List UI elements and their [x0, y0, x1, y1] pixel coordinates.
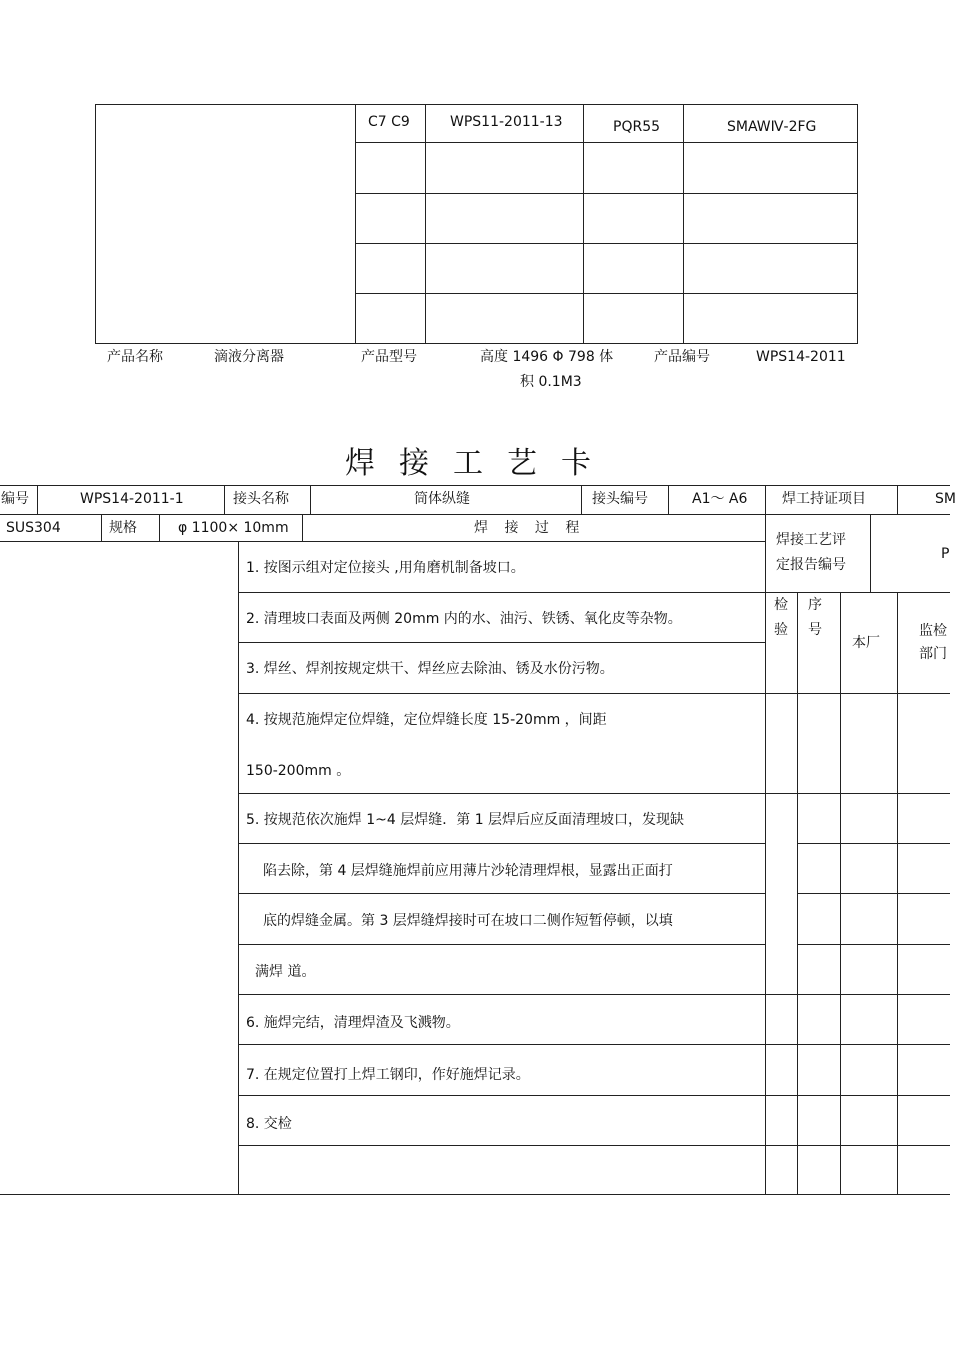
- joint-name-value: 筒体纵缝: [414, 491, 470, 507]
- material-value: SUS304: [6, 520, 61, 536]
- process-step-2: 2. 清理坡口表面及两侧 20mm 内的水、油污、铁锈、氧化皮等杂物。: [246, 611, 682, 627]
- card-divider: [897, 592, 898, 1194]
- card-divider: [238, 893, 765, 894]
- card-divider: [581, 485, 582, 514]
- card-divider: [870, 514, 871, 592]
- process-step-7: 7. 在规定位置打上焊工钢印，作好施焊记录。: [246, 1067, 530, 1083]
- card-divider: [0, 541, 765, 542]
- card-divider: [101, 514, 102, 541]
- inspect-col1-line2: 验: [774, 622, 788, 638]
- table-divider: [583, 104, 584, 343]
- card-divider: [310, 485, 311, 514]
- table-border-left: [95, 104, 96, 343]
- card-divider: [238, 642, 765, 643]
- card-divider: [797, 592, 798, 1194]
- card-divider: [238, 693, 950, 694]
- card-divider: [765, 592, 950, 593]
- card-divider: [159, 514, 160, 541]
- no-label: 编号: [1, 491, 29, 507]
- card-divider: [840, 592, 841, 1194]
- inspect-col4-line2: 部门: [919, 646, 947, 662]
- process-step-8: 8. 交检: [246, 1116, 292, 1132]
- table-border-top: [95, 104, 858, 105]
- card-divider: [797, 843, 950, 844]
- card-border-top: [0, 485, 950, 486]
- product-model-value-line1: 高度 1496 Φ 798 体: [480, 349, 614, 365]
- card-divider: [238, 541, 239, 1194]
- process-step-4-cont: 150-200mm 。: [246, 763, 351, 779]
- card-divider: [238, 592, 765, 593]
- top-cell-3: PQR55: [613, 119, 661, 135]
- page-title: 焊接工艺卡: [345, 446, 615, 481]
- product-name-value: 滴液分离器: [214, 349, 284, 365]
- card-divider: [238, 793, 950, 794]
- card-divider: [238, 944, 765, 945]
- card-divider: [765, 514, 766, 1194]
- spec-value: φ 1100× 10mm: [178, 520, 289, 536]
- inspect-col1-line1: 检: [774, 597, 788, 613]
- card-divider: [37, 485, 38, 514]
- card-divider: [797, 944, 950, 945]
- product-number-value: WPS14-2011: [756, 349, 846, 365]
- process-step-4: 4. 按规范施焊定位焊缝，定位焊缝长度 15-20mm ，间距: [246, 712, 607, 728]
- cert-label: 焊工持证项目: [782, 491, 866, 507]
- inspect-col2-line1: 序: [808, 597, 822, 613]
- inspect-col3: 本厂: [852, 635, 880, 651]
- pqr-value: P: [941, 546, 950, 562]
- process-step-5-cont-2: 底的焊缝金属。第 3 层焊缝焊接时可在坡口二侧作短暂停顿，以填: [263, 913, 673, 929]
- table-divider: [355, 142, 858, 143]
- pqr-label-line1: 焊接工艺评: [776, 532, 846, 548]
- spec-label: 规格: [109, 520, 137, 536]
- card-divider: [238, 1095, 950, 1096]
- process-step-5-cont-1: 陷去除，第 4 层焊缝施焊前应用薄片沙轮清理焊根，显露出正面打: [263, 863, 673, 879]
- table-divider: [355, 293, 858, 294]
- table-divider: [355, 243, 858, 244]
- card-divider: [238, 994, 950, 995]
- process-step-5-cont-3: 满焊 道。: [255, 964, 316, 980]
- process-step-5: 5. 按规范依次施焊 1~4 层焊缝．第 1 层焊后应反面清理坡口，发现缺: [246, 812, 685, 828]
- top-cell-1: C7 C9: [368, 114, 410, 130]
- card-divider: [302, 514, 303, 541]
- process-step-3: 3. 焊丝、焊剂按规定烘干、焊丝应去除油、锈及水份污物。: [246, 661, 614, 677]
- top-cell-2: WPS11-2011-13: [450, 114, 563, 130]
- card-divider: [668, 485, 669, 514]
- product-name-label: 产品名称: [107, 349, 163, 365]
- table-divider: [355, 193, 858, 194]
- table-divider: [355, 104, 356, 343]
- product-number-label: 产品编号: [654, 349, 710, 365]
- joint-name-label: 接头名称: [233, 491, 289, 507]
- card-divider: [238, 1145, 950, 1146]
- card-divider: [765, 485, 766, 514]
- joint-no-label: 接头编号: [592, 491, 648, 507]
- no-value: WPS14-2011-1: [80, 491, 184, 507]
- process-step-6: 6. 施焊完结，清理焊渣及飞溅物。: [246, 1015, 460, 1031]
- card-divider: [238, 843, 765, 844]
- card-divider: [0, 514, 950, 515]
- inspect-col2-line2: 号: [808, 622, 822, 638]
- process-header: 焊 接 过 程: [474, 520, 586, 536]
- card-border-bottom: [0, 1194, 950, 1195]
- product-model-value-line2: 积 0.1M3: [520, 374, 582, 390]
- cert-value: SM: [935, 491, 956, 507]
- card-divider: [224, 485, 225, 514]
- joint-no-value: A1～ A6: [692, 491, 748, 507]
- process-step-1: 1. 按图示组对定位接头 ,用角磨机制备坡口。: [246, 560, 525, 576]
- card-divider: [897, 485, 898, 514]
- pqr-label-line2: 定报告编号: [776, 557, 846, 573]
- card-divider: [797, 893, 950, 894]
- top-cell-4: SMAWⅣ-2FG: [727, 119, 817, 135]
- card-divider: [238, 1044, 950, 1045]
- product-model-label: 产品型号: [361, 349, 417, 365]
- inspect-col4-line1: 监检: [919, 623, 947, 639]
- table-divider: [425, 104, 426, 343]
- table-border-bottom: [95, 343, 858, 344]
- table-divider: [683, 104, 684, 343]
- table-border-right: [857, 104, 858, 343]
